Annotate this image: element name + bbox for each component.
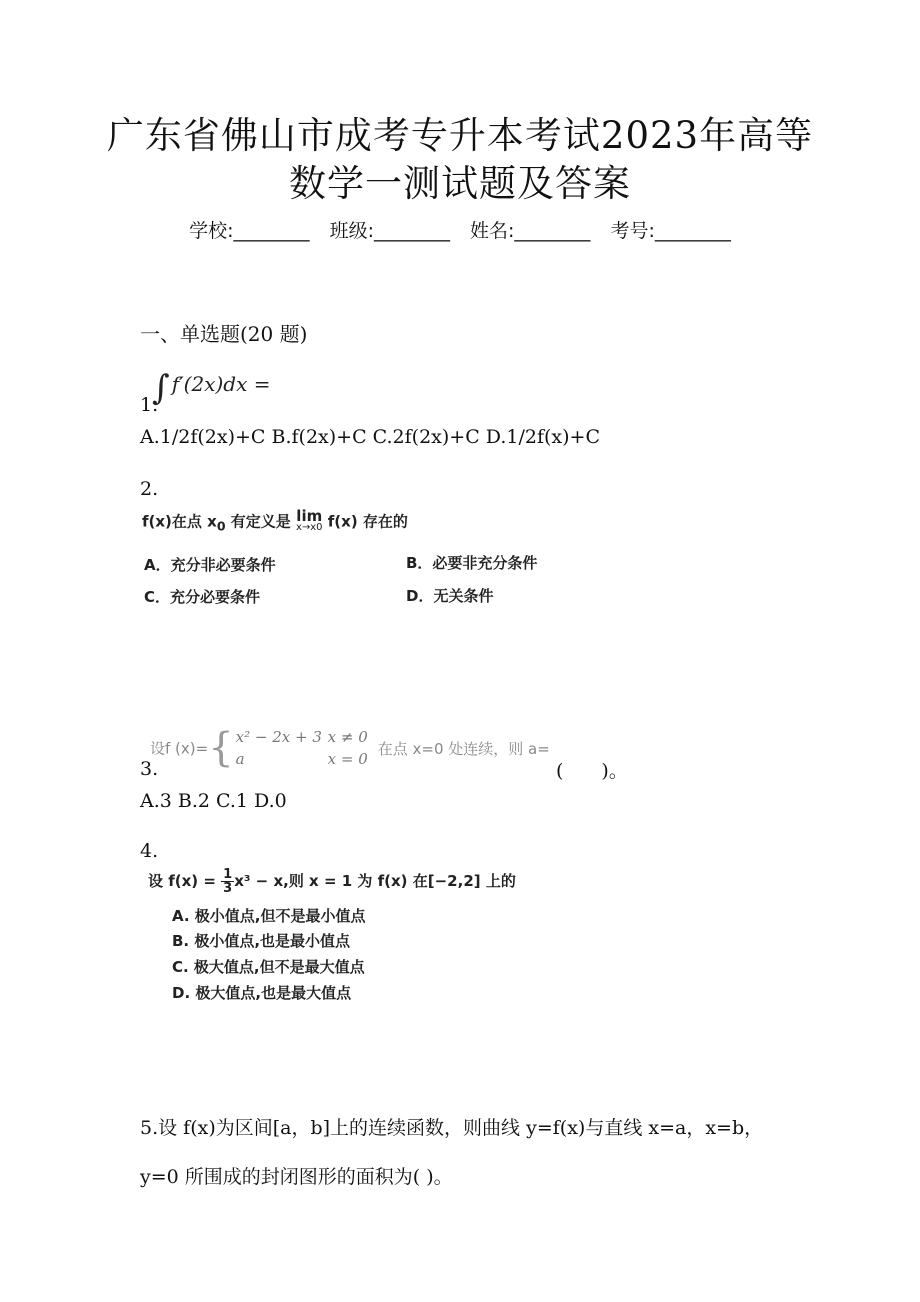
case1-condition: x ≠ 0 [327, 728, 368, 746]
fraction-numerator: 1 [223, 867, 233, 882]
q2-option-a: A．充分非必要条件 [144, 556, 276, 574]
q2-option-c: C．充分必要条件 [144, 588, 261, 606]
q4-option-c: C. 极大值点,但不是最大值点 [172, 958, 365, 976]
case2-condition: x = 0 [327, 750, 368, 768]
q3-answer-parens: ( )。 [556, 760, 628, 782]
exam-title-line2: 数学一测试题及答案 [289, 162, 631, 205]
case2-expression: a [235, 750, 245, 768]
q2-stem-part: f(x)在点 x [142, 512, 217, 531]
q3-number: 3. [140, 758, 159, 780]
q1-number: 1. [140, 394, 159, 416]
exam-title-line1: 广东省佛山市成考专升本考试2023年高等 [106, 114, 814, 157]
q2-number: 2. [140, 478, 159, 500]
school-field: 学校:________ [189, 220, 310, 242]
q2-option-d: D．无关条件 [406, 587, 494, 605]
brace-symbol: { [208, 725, 234, 771]
lim-subscript: x→x0 [295, 522, 323, 533]
q4-option-a: A. 极小值点,但不是最小值点 [172, 907, 366, 925]
integral-symbol: ∫ [152, 368, 170, 408]
name-field: 姓名:________ [470, 220, 591, 242]
section-title: 一、单选题(20 题) [140, 322, 308, 346]
q2-stem-part: f(x) 存在的 [322, 512, 408, 531]
q4-stem [148, 868, 516, 895]
q5-line1: 5.设 f(x)为区间[a，b]上的连续函数，则曲线 y=f(x)与直线 x=a，x=b， [140, 1117, 764, 1139]
q1-options: A.1/2f(2x)+C B.f(2x)+C C.2f(2x)+C D.1/2f(x)+C [140, 426, 601, 448]
student-info-line [0, 216, 920, 243]
q2-stem-subscript: 0 [216, 518, 226, 534]
q4-option-b: B. 极小值点,也是最小值点 [172, 932, 351, 950]
fraction [221, 868, 234, 895]
q3-formula [150, 726, 550, 770]
q3-tail: 在点 x=0 处连续，则 a= [377, 739, 550, 758]
q2-stem [142, 507, 408, 534]
class-field: 班级:________ [329, 220, 450, 242]
exam-number-field: 考号:________ [610, 220, 731, 242]
q4-number: 4. [140, 840, 159, 862]
q1-formula [152, 368, 270, 408]
piecewise-cases [236, 726, 368, 770]
q5-line2: y=0 所围成的封闭图形的面积为( )。 [140, 1166, 453, 1188]
q3-options: A.3 B.2 C.1 D.0 [140, 790, 287, 812]
q3-lead: 设f (x)= [150, 739, 209, 758]
q4-option-d: D. 极大值点,也是最大值点 [172, 984, 352, 1002]
q2-stem-part: 有定义是 [225, 512, 296, 531]
limit-operator [295, 507, 323, 534]
fraction-denominator: 3 [223, 881, 233, 896]
case1-expression: x² − 2x + 3 [235, 728, 322, 746]
q2-option-b: B．必要非充分条件 [406, 554, 538, 572]
q4-stem-part: x³ − x,则 x = 1 为 f(x) 在[−2,2] 上的 [234, 872, 516, 890]
lim-text: lim [296, 507, 323, 525]
q4-stem-part: 设 f(x) = [148, 872, 222, 890]
q1-expression: f′(2x)dx = [171, 372, 271, 396]
